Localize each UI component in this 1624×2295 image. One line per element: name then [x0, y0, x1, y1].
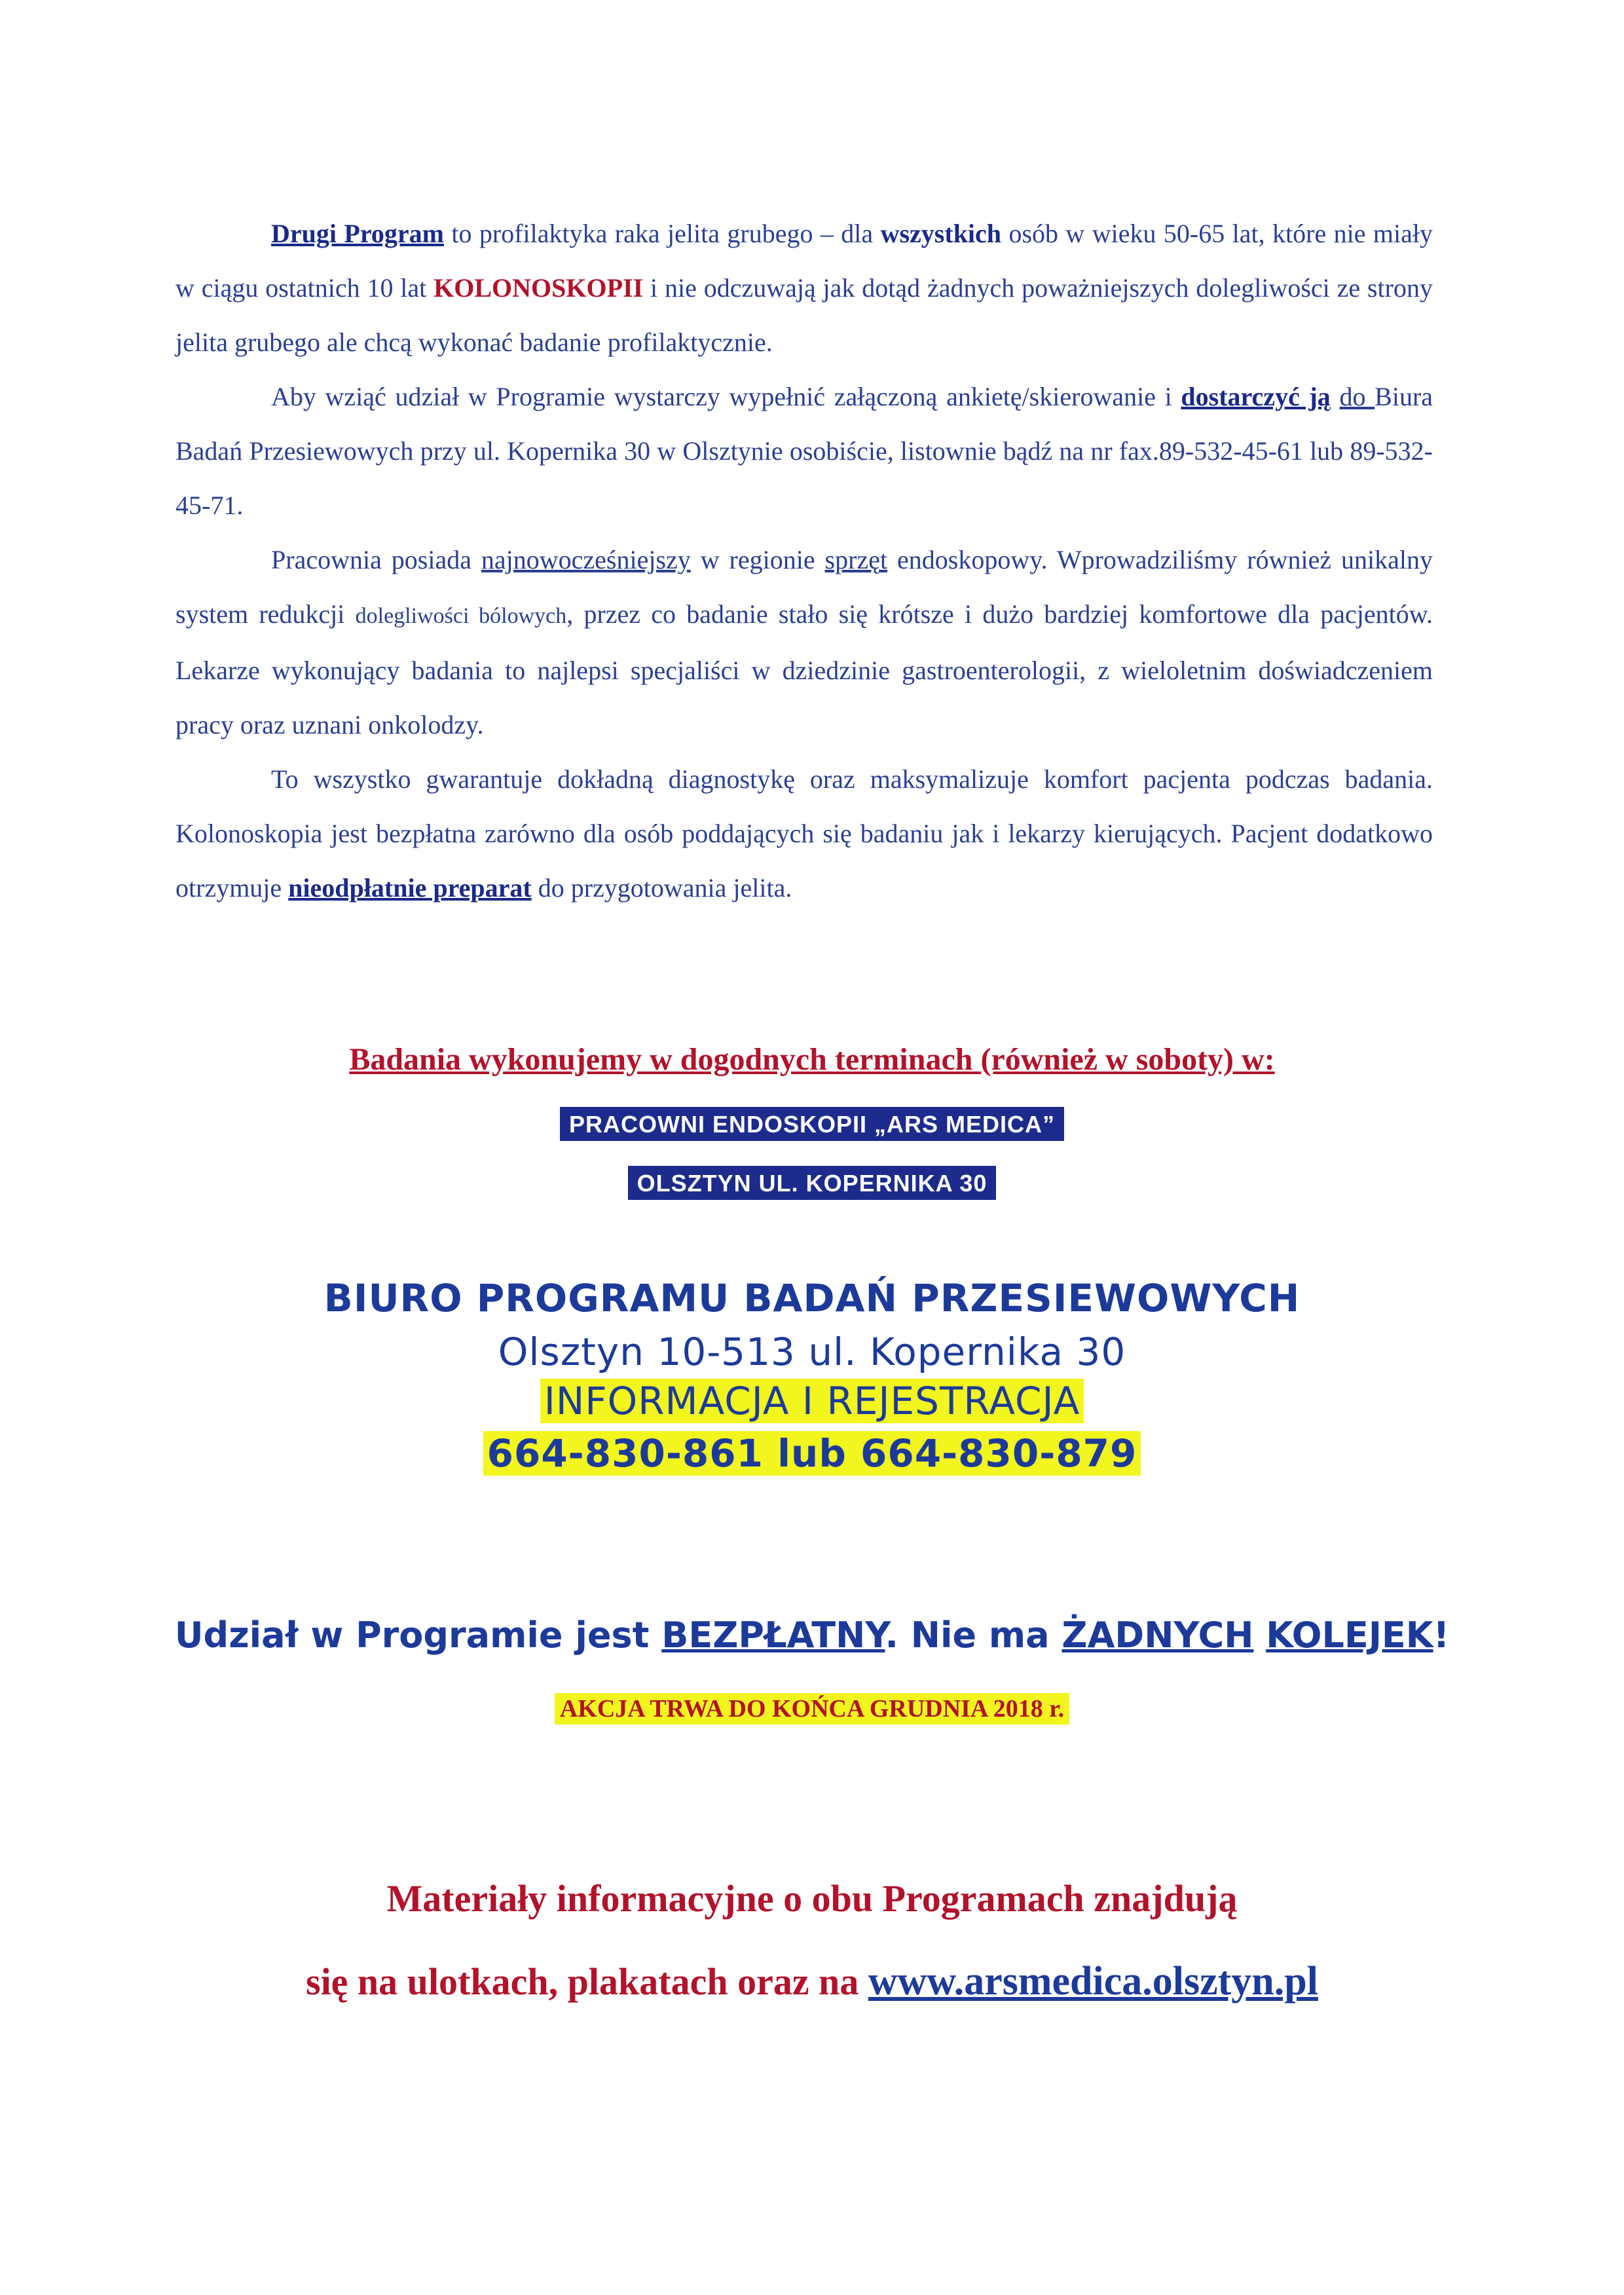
phone-numbers[interactable]: 664-830-861 lub 664-830-879: [483, 1431, 1141, 1476]
text-span: Pracownia posiada: [271, 545, 481, 574]
emphasis-all: wszystkich: [880, 219, 1002, 248]
text-span: to profilaktyka raka jelita grubego – dla: [443, 219, 881, 248]
office-title: BIURO PROGRAMU BADAŃ PRZESIEWOWYCH: [323, 1276, 1301, 1320]
office-address: Olsztyn 10-513 ul. Kopernika 30: [498, 1330, 1126, 1374]
info-registration: INFORMACJA I REJESTRACJA: [540, 1379, 1084, 1423]
text-span: . Nie ma: [885, 1614, 1062, 1656]
text-span: w regionie: [690, 545, 825, 574]
campaign-deadline-row: [0, 1693, 1624, 1725]
no-word: ŻADNYCH: [1061, 1614, 1254, 1656]
emphasis-free-preparation: nieodpłatnie preparat: [288, 873, 532, 903]
underlined-equipment: sprzęt: [824, 545, 888, 574]
text-span: Udział w Programie jest: [174, 1614, 662, 1656]
clinic-name-bar-row: [0, 1107, 1624, 1141]
underlined-newest: najnowocześniejszy: [481, 545, 691, 574]
website-link[interactable]: www.arsmedica.olsztyn.pl: [868, 1959, 1318, 2004]
text-span: !: [1433, 1614, 1450, 1656]
phone-numbers-row: [0, 1431, 1624, 1476]
text-span: [1253, 1614, 1266, 1656]
schedule-heading: Badania wykonujemy w dogodnych terminach (również w soboty) w:: [349, 1042, 1275, 1077]
text-span: , przez co badanie stało się krótsze i dużo bardziej komfortowe dla pacjentów. Lekarze wykonujący badania to najlepsi specjaliści w dziedzinie gastroenterologii, z wieloletnim doświadczeniem pracy oraz uznani onkolodzy.: [175, 599, 1433, 739]
info-registration-row: [0, 1379, 1624, 1423]
paragraph-4: [175, 752, 1433, 915]
materials-line-1: Materiały informacyjne o obu Programach znajdują: [386, 1877, 1238, 1920]
free-participation-line: [0, 1614, 1624, 1656]
text-span: Aby wziąć udział w Programie wystarczy wypełnić załączoną ankietę/skierowanie i: [271, 382, 1181, 411]
clinic-address-bar: OLSZTYN UL. KOPERNIKA 30: [628, 1166, 997, 1200]
clinic-address-bar-row: [0, 1166, 1624, 1200]
materials-line-2: [0, 1958, 1624, 2005]
paragraph-3: [175, 532, 1433, 752]
text-span: i nie odczuwają jak dotąd żadnych poważniejszych dolegliwości ze strony jelita grubego ale chcą wykonać badanie profilaktycznie.: [175, 273, 1433, 357]
text-span: [1331, 382, 1340, 411]
emphasis-colonoscopy: KOLONOSKOPII: [434, 273, 644, 303]
program-description: [175, 206, 1433, 915]
free-word: BEZPŁATNY: [661, 1614, 885, 1656]
queues-word: KOLEJEK: [1266, 1614, 1433, 1656]
text-span: się na ulotkach, plakatach oraz na: [306, 1960, 868, 2003]
text-span: Biura Badań Przesiewowych przy ul. Kopernika 30 w Olsztynie osobiście, listownie bądź na nr fax.89-532-45-61 lub 89-532-45-71.: [175, 382, 1433, 520]
paragraph-1: [175, 206, 1433, 369]
clinic-name-bar: PRACOWNI ENDOSKOPII „ARS MEDICA”: [560, 1107, 1064, 1141]
campaign-deadline: AKCJA TRWA DO KOŃCA GRUDNIA 2018 r.: [555, 1693, 1069, 1725]
text-span: endoskopowy. Wprowadziliśmy również unikalny system redukcji: [175, 545, 1433, 629]
underlined-to: do: [1339, 382, 1375, 411]
paragraph-2: [175, 369, 1433, 532]
small-pain-text: dolegliwości bólowych: [355, 604, 567, 628]
program-link[interactable]: Drugi Program: [271, 219, 444, 248]
emphasis-deliver: dostarczyć ją: [1181, 382, 1331, 411]
text-span: To wszystko gwarantuje dokładną diagnostykę oraz maksymalizuje komfort pacjenta podczas badania. Kolonoskopia jest bezpłatna zarówno dla osób poddających się badaniu jak i lekarzy kierujących. Pacjent dodatkowo otrzymuje: [175, 764, 1433, 903]
text-span: osób w wieku 50-65 lat, które nie miały w ciągu ostatnich 10 lat: [175, 219, 1433, 303]
text-span: do przygotowania jelita.: [531, 873, 792, 903]
